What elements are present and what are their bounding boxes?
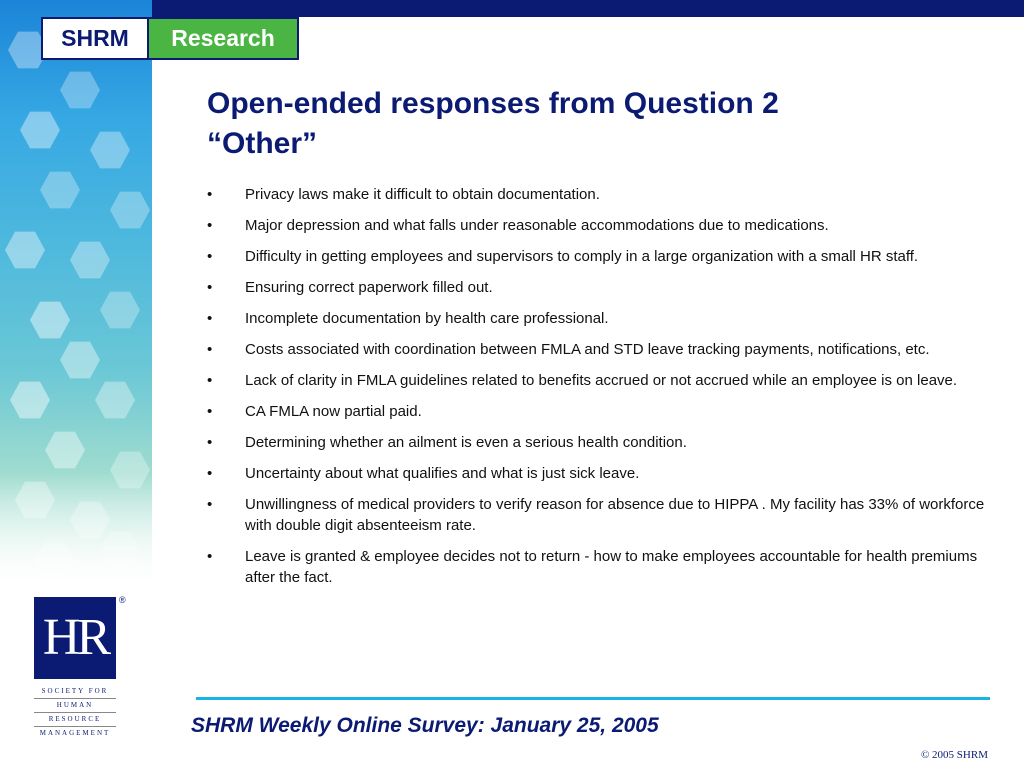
footer-survey-title: SHRM Weekly Online Survey: January 25, 2005	[191, 714, 659, 737]
bokeh-shape	[100, 290, 140, 330]
registered-mark: ®	[119, 595, 126, 605]
bokeh-shape	[40, 170, 80, 210]
response-text: Unwillingness of medical providers to verify reason for absence due to HIPPA . My facility has 33% of workforce with double digit absenteeism rate.	[245, 496, 985, 534]
bokeh-shape	[45, 430, 85, 470]
bokeh-shape	[110, 190, 150, 230]
response-item	[207, 215, 987, 236]
bullet-icon: •	[207, 186, 213, 203]
response-text: Privacy laws make it difficult to obtain documentation.	[245, 186, 600, 203]
shrm-wordmark: SHRM	[41, 17, 149, 60]
response-item	[207, 463, 987, 484]
slide-title	[207, 84, 987, 164]
response-item	[207, 432, 987, 453]
bullet-icon: •	[207, 217, 213, 234]
hr-mark: HR	[34, 597, 116, 679]
response-item	[207, 494, 987, 536]
society-line-4: MANAGEMENT	[39, 729, 111, 737]
bokeh-shape	[60, 70, 100, 110]
response-item	[207, 401, 987, 422]
bullet-icon: •	[207, 372, 213, 389]
slide-title-line-2: “Other”	[207, 127, 318, 160]
response-text: Leave is granted & employee decides not to return - how to make employees accountable for health premiums after the fact.	[245, 548, 978, 586]
response-item	[207, 370, 987, 391]
bullet-icon: •	[207, 248, 213, 265]
society-name	[34, 685, 116, 740]
response-text: Difficulty in getting employees and supervisors to comply in a large organization with a small HR staff.	[245, 248, 919, 265]
response-item	[207, 308, 987, 329]
response-item	[207, 277, 987, 298]
shrm-research-logo	[41, 17, 299, 60]
bullet-icon: •	[207, 279, 213, 296]
bokeh-shape	[95, 380, 135, 420]
response-text: CA FMLA now partial paid.	[245, 403, 422, 420]
slide-title-line-1: Open-ended responses from Question 2	[207, 87, 779, 120]
panel-fade	[0, 472, 152, 592]
bokeh-shape	[60, 340, 100, 380]
bullet-icon: •	[207, 434, 213, 451]
response-text: Costs associated with coordination between FMLA and STD leave tracking payments, notifications, etc.	[245, 341, 930, 358]
bokeh-shape	[5, 230, 45, 270]
bokeh-shape	[10, 380, 50, 420]
research-wordmark: Research	[149, 17, 299, 60]
copyright-notice: © 2005 SHRM	[920, 749, 988, 761]
society-line-3: RESOURCE	[34, 713, 116, 727]
response-item	[207, 246, 987, 267]
footer-divider	[196, 697, 990, 700]
response-text: Determining whether an ailment is even a serious health condition.	[245, 434, 687, 451]
society-line-1: SOCIETY FOR	[34, 685, 116, 699]
bokeh-shape	[90, 130, 130, 170]
response-item	[207, 339, 987, 360]
response-text: Lack of clarity in FMLA guidelines related to benefits accrued or not accrued while an employee is on leave.	[245, 372, 958, 389]
bullet-icon: •	[207, 403, 213, 420]
hr-society-logo	[34, 597, 130, 740]
bokeh-shape	[70, 240, 110, 280]
bokeh-shape	[30, 300, 70, 340]
response-text: Incomplete documentation by health care professional.	[245, 310, 609, 327]
decorative-bokeh-panel	[0, 0, 152, 592]
responses-list	[207, 184, 987, 598]
bullet-icon: •	[207, 310, 213, 327]
response-item	[207, 546, 987, 588]
response-text: Major depression and what falls under reasonable accommodations due to medications.	[245, 217, 829, 234]
bullet-icon: •	[207, 341, 213, 358]
response-text: Ensuring correct paperwork filled out.	[245, 279, 493, 296]
society-line-2: HUMAN	[34, 699, 116, 713]
bullet-icon: •	[207, 496, 213, 513]
top-bar	[0, 0, 1024, 17]
response-text: Uncertainty about what qualifies and what is just sick leave.	[245, 465, 640, 482]
response-item	[207, 184, 987, 205]
bullet-icon: •	[207, 465, 213, 482]
bullet-icon: •	[207, 548, 213, 565]
bokeh-shape	[20, 110, 60, 150]
